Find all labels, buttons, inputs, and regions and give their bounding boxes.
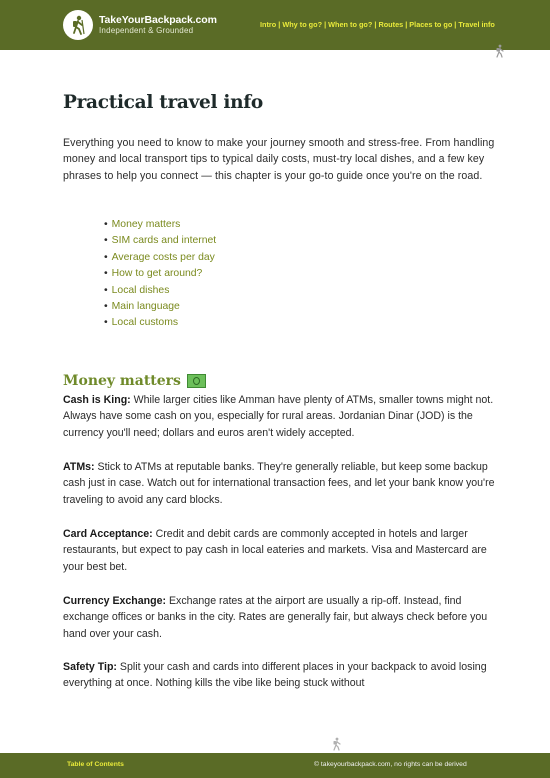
- toc-item[interactable]: • Local dishes: [104, 284, 170, 296]
- paragraph-cash-is-king: [63, 392, 503, 441]
- paragraph-label: Safety Tip:: [63, 661, 117, 673]
- nav-link-places-to-go[interactable]: Places to go: [409, 20, 453, 29]
- nav-link-travel-info[interactable]: Travel info: [458, 20, 495, 29]
- brand-name: TakeYourBackpack.com: [99, 13, 217, 26]
- paragraph-atms: [63, 459, 503, 508]
- table-of-contents-link[interactable]: Table of Contents: [67, 761, 124, 768]
- section-heading-money-matters: [63, 373, 206, 389]
- header-bar: [0, 0, 550, 50]
- money-icon: [187, 374, 206, 388]
- nav-link-why-to-go[interactable]: Why to go?: [282, 20, 323, 29]
- hiker-icon: [494, 44, 506, 63]
- footer-bar: [0, 753, 550, 778]
- toc-link-main-language[interactable]: Main language: [111, 301, 180, 313]
- brand-tagline: Independent & Grounded: [99, 26, 194, 36]
- toc-link-get-around[interactable]: How to get around?: [111, 268, 203, 280]
- paragraph-label: ATMs:: [63, 461, 95, 473]
- paragraph-currency-exchange: [63, 593, 503, 642]
- toc-link-local-customs[interactable]: Local customs: [111, 317, 179, 329]
- toc-link-sim-cards[interactable]: SIM cards and internet: [111, 235, 217, 247]
- toc-item[interactable]: • Money matters: [104, 219, 181, 230]
- paragraph-label: Currency Exchange:: [63, 595, 167, 607]
- toc-link-average-costs[interactable]: Average costs per day: [111, 251, 215, 263]
- nav-link-routes[interactable]: Routes: [378, 20, 404, 29]
- paragraph-safety-tip: [63, 659, 503, 692]
- paragraph-card-acceptance: [63, 526, 503, 575]
- section-title-text: Money matters: [63, 373, 181, 389]
- toc-item[interactable]: • Main language: [104, 301, 180, 313]
- paragraph-text: Stick to ATMs at reputable banks. They're generally reliable, but keep some backup cash just in case. Watch out for international transaction fees, and let your bank know you're traveling to avoid any card blocks.: [63, 461, 495, 506]
- intro-paragraph: Everything you need to know to make your journey smooth and stress-free. From handling money and local transport tips to typical daily costs, must-try local dishes, and a few key phrases to help you connect — this chapter is your go-to guide once you're on the road.: [63, 137, 495, 182]
- nav-link-when-to-go[interactable]: When to go?: [328, 20, 373, 29]
- toc-item[interactable]: • Average costs per day: [104, 251, 215, 263]
- nav-link-intro[interactable]: Intro: [260, 20, 277, 29]
- section-toc-list: [104, 217, 216, 332]
- toc-item[interactable]: • Local customs: [104, 317, 179, 329]
- paragraph-label: Cash is King:: [63, 394, 131, 406]
- paragraph-text: While larger cities like Amman have plenty of ATMs, smaller towns might not. Always have some cash on you, especially for rural areas. Jordanian Dinar (JOD) is the currency you'll need; dollars and euros aren't widely accepted.: [63, 394, 494, 439]
- paragraph-text: Credit and debit cards are commonly accepted in hotels and larger restaurants, but expect to pay cash in local eateries and markets. Visa and Mastercard are your best bet.: [63, 528, 487, 573]
- toc-item[interactable]: • How to get around?: [104, 268, 203, 280]
- brand-logo[interactable]: [63, 10, 217, 40]
- paragraph-label: Card Acceptance:: [63, 528, 153, 540]
- paragraph-text: Split your cash and cards into different places in your backpack to avoid losing everything at once. Nothing kills the vibe like being stuck without: [63, 661, 487, 690]
- page-title: Practical travel info: [63, 92, 263, 113]
- top-navigation: Intro | Why to go? | When to go? | Routes | Places to go | Travel info: [260, 20, 495, 29]
- toc-item[interactable]: • SIM cards and internet: [104, 235, 217, 247]
- paragraph-text: Exchange rates at the airport are usually a rip-off. Instead, find exchange offices or banks in the city. Rates are generally fair, but always check before you hand over your cash.: [63, 595, 488, 640]
- toc-link-local-dishes[interactable]: Local dishes: [111, 284, 170, 296]
- toc-link-money-matters[interactable]: Money matters: [111, 219, 181, 230]
- copyright-notice: © takeyourbackpack.com, no rights can be derived: [314, 761, 467, 768]
- backpacker-logo-icon: [63, 10, 93, 40]
